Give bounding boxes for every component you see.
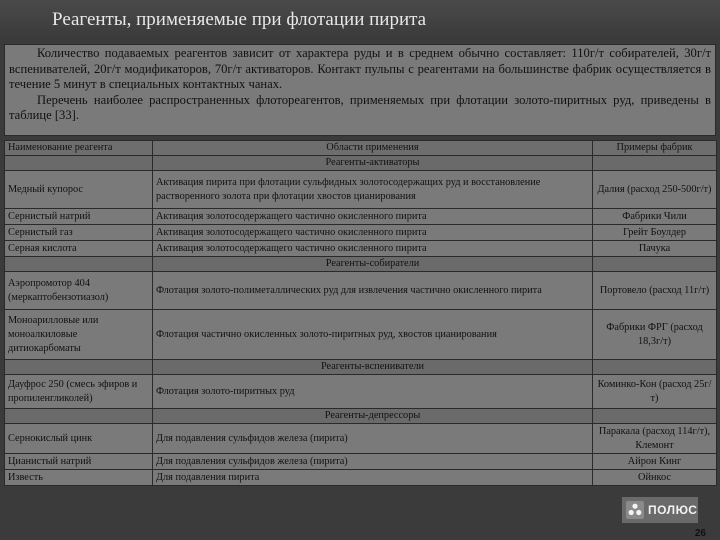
- reagent-example: Грейт Боулдер: [593, 225, 717, 241]
- intro-paragraph-2: Перечень наиболее распространенных флотореагентов, применяемых при флотации золото-пиритных руд, приведены в таблице [33].: [9, 92, 711, 122]
- table-row: [5, 454, 717, 470]
- reagent-use: Флотация частично окисленных золото-пиритных руд, хвостов цианирования: [153, 310, 593, 360]
- reagent-example: Ойнкос: [593, 470, 717, 486]
- reagent-name: Сернистый натрий: [5, 209, 153, 225]
- reagent-use: Активация пирита при флотации сульфидных золотосодержащих руд и восстановление растворенного золота при флотации хвостов цианирования: [153, 171, 593, 209]
- reagent-example: Пачука: [593, 241, 717, 257]
- page-number: 26: [694, 528, 706, 539]
- header-examples: Примеры фабрик: [593, 141, 717, 156]
- category-row: [5, 156, 717, 171]
- intro-paragraph-1: Количество подаваемых реагентов зависит от характера руды и в среднем обычно составляет: 110г/т собирателей, 30г/т вспенивателей, 20г/т модификаторов, 70г/т активаторов. Контакт пульпы с реагентами на большинстве фабрик осуществляется в течение 5 минут в специальных контактных чанах.: [9, 46, 711, 91]
- polyus-emblem-icon: [626, 501, 644, 519]
- category-row: [5, 257, 717, 272]
- reagent-example: Фабрики ФРГ (расход 18,3г/т): [593, 310, 717, 360]
- table-row: [5, 225, 717, 241]
- reagent-name: Цианистый натрий: [5, 454, 153, 470]
- category-row: [5, 360, 717, 375]
- category-row: [5, 409, 717, 424]
- slide-title: Реагенты, применяемые при флотации пирита: [0, 0, 720, 40]
- table-row: [5, 241, 717, 257]
- category-activators: Реагенты-активаторы: [153, 156, 593, 171]
- header-reagent-name: Наименование реагента: [5, 141, 153, 156]
- reagent-name: Моноарилловые или моноалкиловые дитиокарбоматы: [5, 310, 153, 360]
- reagent-use: Активация золотосодержащего частично окисленного пирита: [153, 241, 593, 257]
- reagent-use: Для подавления сульфидов железа (пирита): [153, 454, 593, 470]
- reagent-use: Флотация золото-пиритных руд: [153, 375, 593, 409]
- reagent-use: Для подавления пирита: [153, 470, 593, 486]
- reagent-name: Известь: [5, 470, 153, 486]
- reagent-example: Портовело (расход 11г/т): [593, 272, 717, 310]
- reagent-example: Паракала (расход 114г/т), Клемонт: [593, 424, 717, 454]
- reagent-example: Айрон Кинг: [593, 454, 717, 470]
- polyus-logo: [622, 497, 698, 523]
- reagent-name: Серная кислота: [5, 241, 153, 257]
- category-frothers: Реагенты-вспениватели: [153, 360, 593, 375]
- reagent-example: Коминко-Кон (расход 25г/т): [593, 375, 717, 409]
- reagent-name: Дауфрос 250 (смесь эфиров и пропиленгликолей): [5, 375, 153, 409]
- table-row: [5, 209, 717, 225]
- category-collectors: Реагенты-собиратели: [153, 257, 593, 272]
- reagents-table: [4, 140, 717, 486]
- reagent-name: Сернистый газ: [5, 225, 153, 241]
- header-application: Области применения: [153, 141, 593, 156]
- table-row: [5, 171, 717, 209]
- reagent-use: Активация золотосодержащего частично окисленного пирита: [153, 209, 593, 225]
- table-row: [5, 424, 717, 454]
- reagent-example: Далия (расход 250-500г/т): [593, 171, 717, 209]
- table-row: [5, 470, 717, 486]
- logo-text: ПОЛЮС: [648, 503, 698, 517]
- reagent-use: Флотация золото-полиметаллических руд для извлечения частично окисленного пирита: [153, 272, 593, 310]
- reagent-use: Для подавления сульфидов железа (пирита): [153, 424, 593, 454]
- reagent-name: Медный купорос: [5, 171, 153, 209]
- table-row: [5, 375, 717, 409]
- reagent-example: Фабрики Чили: [593, 209, 717, 225]
- reagent-use: Активация золотосодержащего частично окисленного пирита: [153, 225, 593, 241]
- table-header-row: [5, 141, 717, 156]
- reagent-name: Аэропромотор 404 (меркаптобензотиазол): [5, 272, 153, 310]
- table-row: [5, 310, 717, 360]
- category-depressants: Реагенты-депрессоры: [153, 409, 593, 424]
- intro-text-box: [4, 44, 716, 136]
- reagent-name: Сернокислый цинк: [5, 424, 153, 454]
- table-row: [5, 272, 717, 310]
